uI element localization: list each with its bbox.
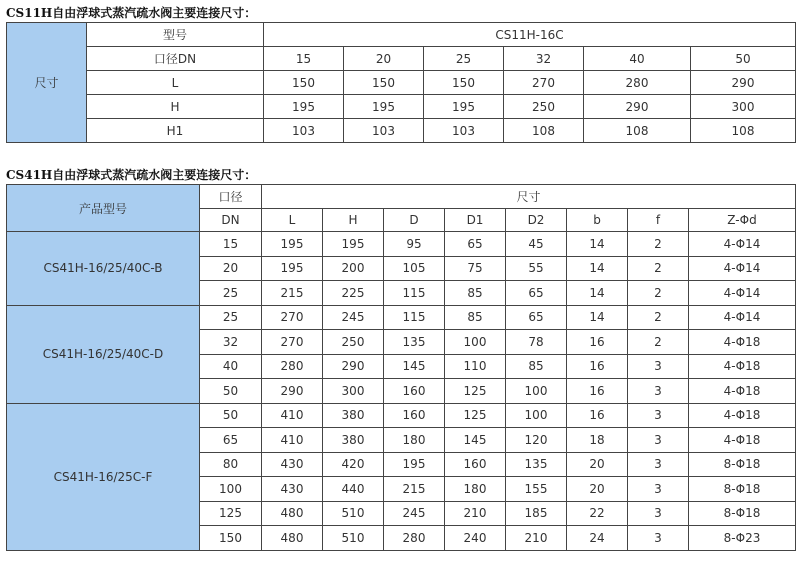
table-row: [7, 47, 796, 71]
table-cell: 440: [323, 477, 384, 502]
table-cell: 20: [344, 47, 424, 71]
table-cell: 150: [264, 71, 344, 95]
table2-heading: CS41H自由浮球式蒸汽疏水阀主要连接尺寸：: [6, 168, 257, 182]
table-cell: 290: [691, 71, 796, 95]
table-cell: 100: [445, 330, 506, 355]
table-cell: 125: [200, 501, 262, 526]
table-cell: 3: [628, 403, 689, 428]
table-cell: 4-Φ14: [689, 281, 796, 306]
table-cell: 480: [262, 526, 323, 551]
table-cell: 2: [628, 305, 689, 330]
table-cell: 245: [384, 501, 445, 526]
table-cell: 215: [384, 477, 445, 502]
table-cell: 108: [584, 119, 691, 143]
table-cell: 4-Φ14: [689, 232, 796, 257]
table-cell: 160: [445, 452, 506, 477]
table-cell: 105: [384, 256, 445, 281]
table-cell: 24: [567, 526, 628, 551]
table-cell: 8-Φ18: [689, 501, 796, 526]
table-cell: 195: [384, 452, 445, 477]
table-cell: 195: [262, 256, 323, 281]
table-cell: 85: [506, 354, 567, 379]
table-cell: 80: [200, 452, 262, 477]
table-cell: 40: [200, 354, 262, 379]
table-cell: 4-Φ18: [689, 428, 796, 453]
table-row: [7, 95, 796, 119]
cs11h-dimension-table: [6, 22, 796, 143]
table-cell: 200: [323, 256, 384, 281]
table-cell: 2: [628, 232, 689, 257]
column-header: D2: [506, 209, 567, 232]
table-cell: 240: [445, 526, 506, 551]
model-name: CS41H-16/25C-F: [7, 403, 200, 550]
column-header: D1: [445, 209, 506, 232]
table-cell: 50: [691, 47, 796, 71]
table-cell: 180: [445, 477, 506, 502]
table-cell: 50: [200, 379, 262, 404]
table-cell: 15: [200, 232, 262, 257]
table-cell: 270: [504, 71, 584, 95]
column-header: Z-Φd: [689, 209, 796, 232]
table-cell: 14: [567, 256, 628, 281]
table-cell: 380: [323, 403, 384, 428]
table-cell: 14: [567, 232, 628, 257]
table-cell: 290: [262, 379, 323, 404]
table-cell: 2: [628, 330, 689, 355]
table-row: [7, 119, 796, 143]
table-cell: 18: [567, 428, 628, 453]
table-cell: 78: [506, 330, 567, 355]
table-cell: 100: [506, 379, 567, 404]
table-cell: 180: [384, 428, 445, 453]
table-cell: 270: [262, 330, 323, 355]
row-label: 口径DN: [87, 47, 264, 71]
table-cell: 510: [323, 501, 384, 526]
cs41h-dimension-table: [6, 184, 796, 551]
model-value: CS11H-16C: [264, 23, 796, 47]
table-cell: 16: [567, 379, 628, 404]
model-name: CS41H-16/25/40C-B: [7, 232, 200, 306]
table-cell: 100: [506, 403, 567, 428]
table1-heading: CS11H自由浮球式蒸汽疏水阀主要连接尺寸：: [6, 6, 257, 20]
table-cell: 8-Φ18: [689, 477, 796, 502]
table-row: [7, 71, 796, 95]
table-cell: 65: [506, 281, 567, 306]
table-cell: 4-Φ18: [689, 330, 796, 355]
model-name: CS41H-16/25/40C-D: [7, 305, 200, 403]
table-cell: 270: [262, 305, 323, 330]
table-cell: 108: [504, 119, 584, 143]
table-cell: 215: [262, 281, 323, 306]
table-cell: 32: [200, 330, 262, 355]
table-cell: 380: [323, 428, 384, 453]
table-cell: 20: [567, 477, 628, 502]
table-cell: 250: [323, 330, 384, 355]
table-cell: 150: [424, 71, 504, 95]
table-cell: 195: [424, 95, 504, 119]
table-cell: 120: [506, 428, 567, 453]
table-cell: 65: [445, 232, 506, 257]
table-cell: 85: [445, 305, 506, 330]
table-cell: 135: [506, 452, 567, 477]
size-side-label: 尺寸: [7, 23, 87, 143]
table-cell: 20: [200, 256, 262, 281]
table-cell: 300: [691, 95, 796, 119]
table-cell: 195: [323, 232, 384, 257]
table-cell: 3: [628, 477, 689, 502]
table-cell: 125: [445, 379, 506, 404]
table-cell: 100: [200, 477, 262, 502]
table-cell: 430: [262, 477, 323, 502]
table-row: [7, 403, 796, 428]
table-cell: 300: [323, 379, 384, 404]
table-cell: 14: [567, 305, 628, 330]
table-cell: 65: [200, 428, 262, 453]
column-header: D: [384, 209, 445, 232]
table-cell: 125: [445, 403, 506, 428]
table-cell: 2: [628, 281, 689, 306]
table-cell: 280: [384, 526, 445, 551]
table-cell: 110: [445, 354, 506, 379]
table-cell: 95: [384, 232, 445, 257]
table-cell: 20: [567, 452, 628, 477]
table-cell: 510: [323, 526, 384, 551]
table-cell: 3: [628, 526, 689, 551]
table-cell: 3: [628, 379, 689, 404]
table-cell: 430: [262, 452, 323, 477]
table-cell: 25: [200, 305, 262, 330]
row-label: H: [87, 95, 264, 119]
table-cell: 210: [445, 501, 506, 526]
table-cell: 55: [506, 256, 567, 281]
table-cell: 22: [567, 501, 628, 526]
table-cell: 250: [504, 95, 584, 119]
table-cell: 40: [584, 47, 691, 71]
table-cell: 280: [262, 354, 323, 379]
table-cell: 4-Φ18: [689, 379, 796, 404]
table-cell: 2: [628, 256, 689, 281]
header-row: [7, 185, 796, 209]
table-cell: 160: [384, 379, 445, 404]
table-cell: 480: [262, 501, 323, 526]
table-cell: 4-Φ18: [689, 403, 796, 428]
table-cell: 3: [628, 428, 689, 453]
table-cell: 410: [262, 403, 323, 428]
table-cell: 115: [384, 281, 445, 306]
table-cell: 14: [567, 281, 628, 306]
table-cell: 4-Φ18: [689, 354, 796, 379]
table-cell: 195: [344, 95, 424, 119]
table-cell: 280: [584, 71, 691, 95]
column-header: DN: [200, 209, 262, 232]
model-label: 型号: [87, 23, 264, 47]
table-row: [7, 305, 796, 330]
table-cell: 3: [628, 452, 689, 477]
table-cell: 185: [506, 501, 567, 526]
table-row: [7, 23, 796, 47]
table-cell: 103: [264, 119, 344, 143]
table-cell: 410: [262, 428, 323, 453]
table-cell: 145: [445, 428, 506, 453]
table-cell: 4-Φ14: [689, 256, 796, 281]
table-cell: 420: [323, 452, 384, 477]
table-cell: 25: [424, 47, 504, 71]
table-cell: 290: [323, 354, 384, 379]
table-cell: 245: [323, 305, 384, 330]
table-cell: 15: [264, 47, 344, 71]
table-cell: 155: [506, 477, 567, 502]
table-cell: 195: [264, 95, 344, 119]
table-cell: 150: [344, 71, 424, 95]
table-cell: 290: [584, 95, 691, 119]
column-header: H: [323, 209, 384, 232]
table-cell: 8-Φ23: [689, 526, 796, 551]
table-cell: 115: [384, 305, 445, 330]
row-label: H1: [87, 119, 264, 143]
row-label: L: [87, 71, 264, 95]
dims-header: 尺寸: [262, 185, 796, 209]
table-cell: 8-Φ18: [689, 452, 796, 477]
table-cell: 135: [384, 330, 445, 355]
table-cell: 16: [567, 354, 628, 379]
table-cell: 16: [567, 403, 628, 428]
table-cell: 85: [445, 281, 506, 306]
table-cell: 16: [567, 330, 628, 355]
table-cell: 160: [384, 403, 445, 428]
table-cell: 32: [504, 47, 584, 71]
column-header: b: [567, 209, 628, 232]
table-cell: 145: [384, 354, 445, 379]
table-cell: 103: [344, 119, 424, 143]
table-cell: 75: [445, 256, 506, 281]
table-cell: 3: [628, 501, 689, 526]
table-cell: 45: [506, 232, 567, 257]
caliber-header: 口径: [200, 185, 262, 209]
table-cell: 103: [424, 119, 504, 143]
table-cell: 108: [691, 119, 796, 143]
column-header: L: [262, 209, 323, 232]
table-row: [7, 232, 796, 257]
column-header: f: [628, 209, 689, 232]
table-cell: 4-Φ14: [689, 305, 796, 330]
table-cell: 65: [506, 305, 567, 330]
table-cell: 225: [323, 281, 384, 306]
table-cell: 50: [200, 403, 262, 428]
model-header: 产品型号: [7, 185, 200, 232]
table-cell: 210: [506, 526, 567, 551]
table-cell: 3: [628, 354, 689, 379]
table-cell: 25: [200, 281, 262, 306]
table-cell: 150: [200, 526, 262, 551]
table-cell: 195: [262, 232, 323, 257]
